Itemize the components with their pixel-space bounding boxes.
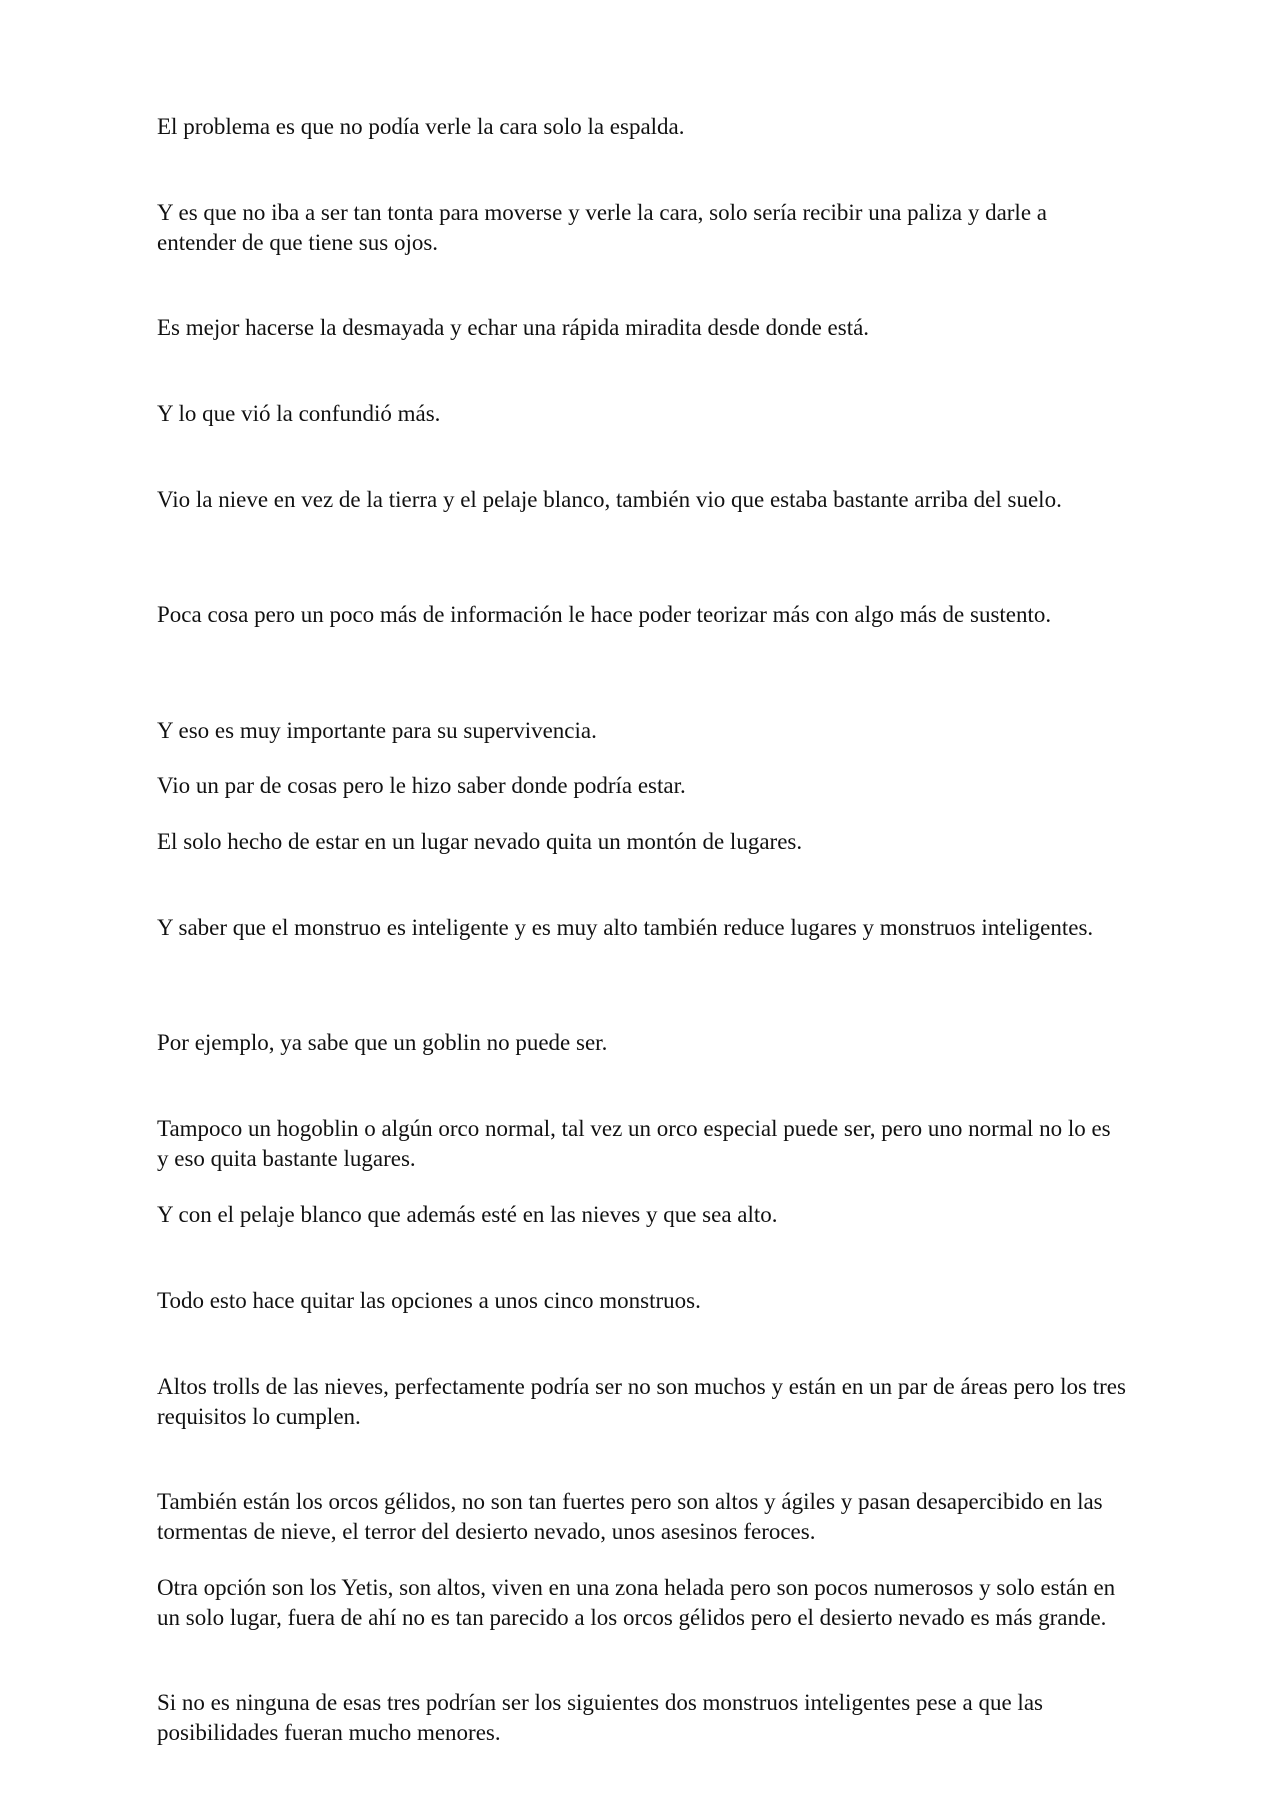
paragraph: Vio un par de cosas pero le hizo saber donde podría estar. xyxy=(157,773,686,798)
paragraph: También están los orcos gélidos, no son tan fuertes pero son altos y ágiles y pasan desapercibido en las tormentas de nieve, el terror del desierto nevado, unos asesinos feroces. xyxy=(157,1489,1103,1544)
paragraph: Por ejemplo, ya sabe que un goblin no puede ser. xyxy=(157,1030,608,1055)
paragraph: Y es que no iba a ser tan tonta para moverse y verle la cara, solo sería recibir una paliza y darle a entender de que tiene sus ojos. xyxy=(157,200,1047,255)
paragraph: Todo esto hace quitar las opciones a unos cinco monstruos. xyxy=(157,1288,701,1313)
paragraph: Y lo que vió la confundió más. xyxy=(157,401,441,426)
paragraph: Altos trolls de las nieves, perfectamente podría ser no son muchos y están en un par de áreas pero los tres requisitos lo cumplen. xyxy=(157,1374,1126,1429)
paragraph: Y con el pelaje blanco que además esté en las nieves y que sea alto. xyxy=(157,1202,778,1227)
paragraph: Es mejor hacerse la desmayada y echar una rápida miradita desde donde está. xyxy=(157,315,870,340)
paragraph: El problema es que no podía verle la cara solo la espalda. xyxy=(157,114,685,139)
paragraph: Si no es ninguna de esas tres podrían ser los siguientes dos monstruos inteligentes pese a que las posibilidades fueran mucho menores. xyxy=(157,1690,1043,1745)
paragraph: Tampoco un hogoblin o algún orco normal, tal vez un orco especial puede ser, pero uno normal no lo es y eso quita bastante lugares. xyxy=(157,1116,1111,1171)
paragraph: El solo hecho de estar en un lugar nevado quita un montón de lugares. xyxy=(157,829,803,854)
paragraph: Y saber que el monstruo es inteligente y es muy alto también reduce lugares y monstruos inteligentes. xyxy=(157,915,1094,940)
paragraph: Y eso es muy importante para su supervivencia. xyxy=(157,718,597,743)
paragraph: Poca cosa pero un poco más de información le hace poder teorizar más con algo más de sustento. xyxy=(157,602,1052,627)
paragraph: Otra opción son los Yetis, son altos, viven en una zona helada pero son pocos numerosos y solo están en un solo lugar, fuera de ahí no es tan parecido a los orcos gélidos pero el desierto nevado es más grande. xyxy=(157,1575,1116,1630)
paragraph: Vio la nieve en vez de la tierra y el pelaje blanco, también vio que estaba bastante arriba del suelo. xyxy=(157,487,1062,512)
